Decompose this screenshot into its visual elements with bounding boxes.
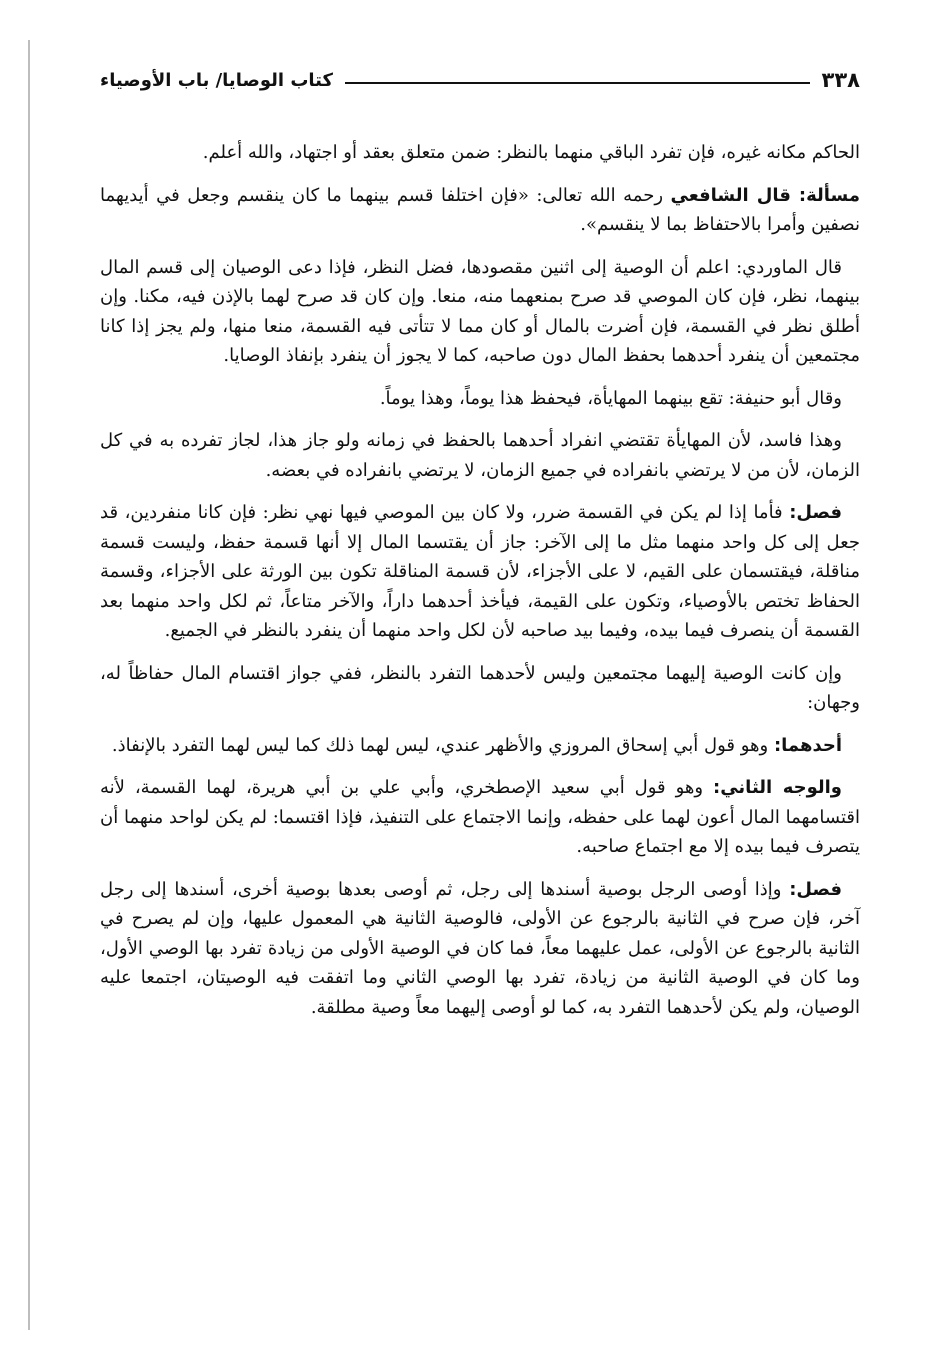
page-number: ٣٣٨ [821, 68, 860, 92]
paragraph-lead: والوجه الثاني: [713, 777, 842, 798]
paragraph-fasl [100, 498, 860, 646]
paragraph-text: وهو قول أبي إسحاق المروزي والأظهر عندي، ليس لهما ذلك كما ليس لهما التفرد بالإنفاذ. [111, 734, 769, 756]
paragraph-lead: أحدهما: [773, 734, 842, 756]
body-text [100, 138, 860, 1022]
paragraph-text: وإن كانت الوصية إليهما مجتمعين وليس لأحدهما التفرد بالنظر، ففي جواز اقتسام المال حفاظاً له، وجهان: [100, 662, 860, 713]
paragraph-text: فأما إذا لم يكن في القسمة ضرر، ولا كان بين الموصي فيها نهي نظر: فإن كانا منفردين، قد جعل إلى كل واحد منهما مثل ما إلى الآخر: جاز أن يقتسما المال إلا أنها قسمة حفظ، وليست قسمة مناقلة، فيقتسمان على القيم، لا على الأجزاء، لأن قسمة المناقلة تكون بين الورثة على الأجزاء، وقسمة الحفاظ تختص بالأوصياء، وتكون على القيمة، فيأخذ أحدهما داراً، والآخر متاعاً، ثم لكل واحد منهما بعد القسمة أن ينصرف فيما بيده، وفيما بيد صاحبه لأن لكل واحد منهما أن ينفرد بالنظر في الجميع. [100, 502, 860, 641]
paragraph-first-view [100, 731, 860, 761]
page-edge-line [28, 40, 30, 1330]
paragraph-fasl [100, 875, 860, 1023]
paragraph-second-view [100, 773, 860, 862]
paragraph [100, 426, 860, 485]
paragraph-text: وإذا أوصى الرجل بوصية أسندها إلى رجل، ثم أوصى بعدها بوصية أخرى، أسندها إلى رجل آخر، فإن صرح في الثانية بالرجوع عن الأولى، فالوصية الثانية هي المعمول عليها، وإن لم يصرح في الثانية بالرجوع عن الأولى، عمل عليهما معاً، فما كان في الوصية الأولى من زيادة تفرد بها الوصي الأول، وما كان في الوصية الثانية من زيادة، تفرد بها الوصي الثاني وما اتفقت فيه الوصيتان، اجتمعا عليه الوصيان، ولم يكن لأحدهما التفرد به، كما لو أوصى إليهما معاً وصية مطلقة. [100, 878, 860, 1018]
paragraph-text: وهو قول أبي سعيد الإصطخري، وأبي علي بن أبي هريرة، لهما القسمة، لأنه اقتسامهما المال أعون لهما على حفظه، وإنما الاجتماع على التنفيذ، فإذا اقتسما: لم يكن لواحد منهما أن يتصرف فيما بيده إلا مع اجتماع صاحبه. [100, 777, 860, 857]
paragraph-masala [100, 181, 860, 240]
paragraph [100, 659, 860, 718]
paragraph-lead: مسألة: قال الشافعي [670, 184, 860, 206]
running-title: كتاب الوصايا/ باب الأوصياء [100, 69, 333, 91]
book-page [100, 60, 860, 1035]
paragraph [100, 384, 860, 414]
paragraph [100, 138, 860, 168]
paragraph-lead: فصل: [789, 502, 842, 523]
paragraph-text: الحاكم مكانه غيره، فإن تفرد الباقي منهما بالنظر: ضمن متعلق بعقد أو اجتهاد، والله أعلم. [202, 142, 860, 163]
header-rule [345, 82, 810, 84]
paragraph-text: قال الماوردي: اعلم أن الوصية إلى اثنين مقصودها، فضل النظر، فإذا دعى الوصيان إلى قسم المال بينهما، نظر، فإن كان الموصي قد صرح بمنعهما منه، منعا. وإن كان قد صرح لهما بالإذن فيه، مكنا. وإن أطلق نظر في القسمة، فإن أضرت بالمال أو كان مما لا تتأتى فيه القسمة، منعا منها، ولم يجز إذا كانا مجتمعين أن ينفرد أحدهما بحفظ المال دون صاحبه، كما لا يجوز أن ينفرد بإنفاذ الوصايا. [100, 256, 860, 366]
page-header [100, 60, 860, 100]
paragraph [100, 253, 860, 371]
paragraph-text: رحمه الله تعالى: «فإن اختلفا قسم بينهما ما كان ينقسم وجعل في أيديهما نصفين وأمرا بالاحتفاظ بما لا ينقسم». [100, 184, 860, 235]
paragraph-text: وقال أبو حنيفة: تقع بينهما المهايأة، فيحفظ هذا يوماً، وهذا يوماً. [379, 387, 842, 409]
paragraph-text: وهذا فاسد، لأن المهايأة تقتضي انفراد أحدهما بالحفظ في زمانه ولو جاز هذا، لجاز تفرده به في كل الزمان، لأن من لا يرتضي بانفراده في جميع الزمان، لا يرتضي بانفراده في بعضه. [100, 430, 860, 481]
paragraph-lead: فصل: [789, 878, 842, 900]
